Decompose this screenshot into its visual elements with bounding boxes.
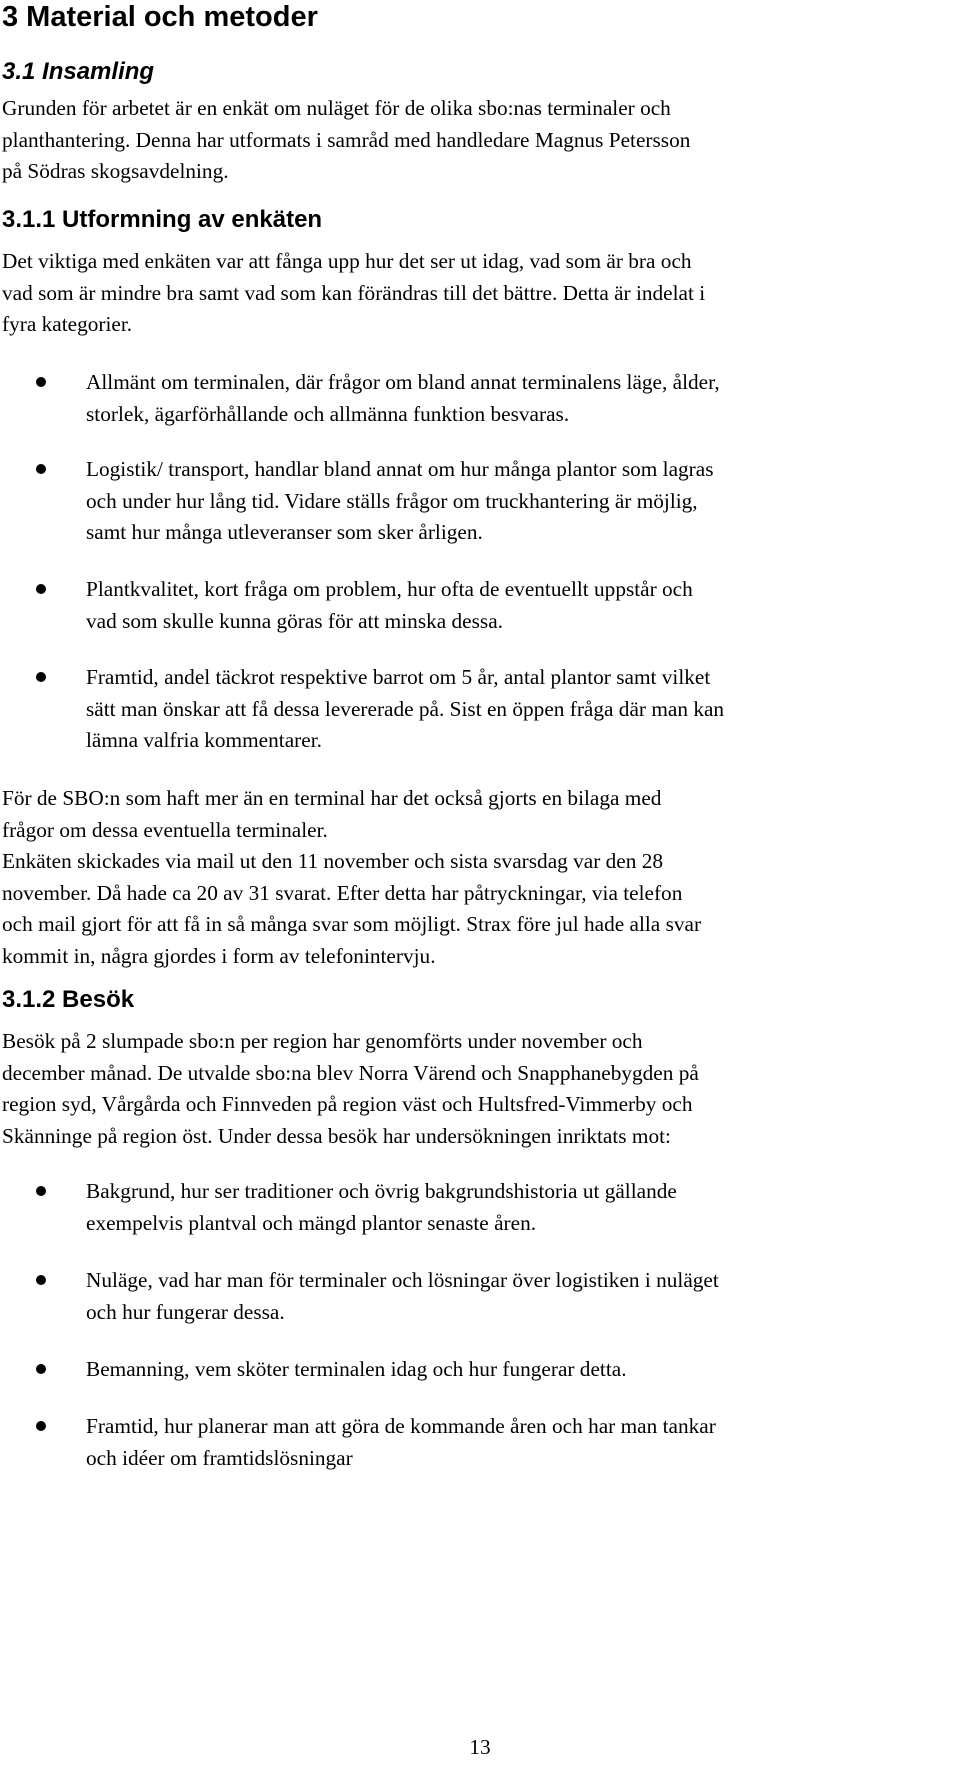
bullet-icon xyxy=(36,584,46,594)
section-heading-3-1: 3.1 Insamling xyxy=(2,58,155,85)
text-line: Grunden för arbetet är en enkät om nuläget för de olika sbo:nas terminaler och xyxy=(2,96,671,120)
text-line: Enkäten skickades via mail ut den 11 november och sista svarsdag var den 28 xyxy=(2,849,664,874)
text-line: på Södras skogsavdelning. xyxy=(2,159,229,184)
text-line: Skänninge på region öst. Under dessa besök har undersökningen inriktats mot: xyxy=(2,1123,671,1148)
section-heading-3-1-1: 3.1.1 Utformning av enkäten xyxy=(2,206,323,233)
paragraph-besok-intro xyxy=(2,1026,954,1152)
bullet-icon xyxy=(36,1275,46,1285)
text-line: sätt man önskar att få dessa levererade på. Sist en öppen fråga där man kan xyxy=(86,696,725,721)
bullet-icon xyxy=(36,672,46,682)
text-line: Framtid, hur planerar man att göra de kommande åren och har man tankar xyxy=(86,1414,716,1438)
text-line: Besök på 2 slumpade sbo:n per region har genomförts under november och xyxy=(2,1029,643,1053)
chapter-heading: 3 Material och metoder xyxy=(2,1,318,33)
text-line: samt hur många utleveranser som sker årligen. xyxy=(86,520,483,545)
text-line: Logistik/ transport, handlar bland annat om hur många plantor som lagras xyxy=(86,457,714,481)
section-heading-3-1-2: 3.1.2 Besök xyxy=(2,986,135,1013)
text-line: och mail gjort för att få in så många svar som möjligt. Strax före jul hade alla svar xyxy=(2,912,702,937)
text-line: planthantering. Denna har utformats i samråd med handledare Magnus Petersson xyxy=(2,127,691,152)
text-line: lämna valfria kommentarer. xyxy=(86,728,322,753)
text-line: fyra kategorier. xyxy=(2,312,133,337)
text-line: kommit in, några gjordes i form av telefonintervju. xyxy=(2,943,436,968)
bullet-icon xyxy=(36,464,46,474)
text-line: december månad. De utvalde sbo:na blev Norra Värend och Snapphanebygden på xyxy=(2,1060,699,1085)
text-line: och under hur lång tid. Vidare ställs frågor om truckhantering är möjlig, xyxy=(86,488,698,513)
bullet-icon xyxy=(36,1421,46,1431)
text-line: exempelvis plantval och mängd plantor senaste åren. xyxy=(86,1210,537,1235)
text-line: storlek, ägarförhållande och allmänna funktion besvaras. xyxy=(86,401,570,426)
text-line: vad som skulle kunna göras för att minska dessa. xyxy=(86,608,503,633)
text-line: För de SBO:n som haft mer än en terminal har det också gjorts en bilaga med xyxy=(2,786,662,810)
text-line: vad som är mindre bra samt vad som kan förändras till det bättre. Detta är indelat i xyxy=(2,280,706,305)
text-line: Allmänt om terminalen, där frågor om bland annat terminalens läge, ålder, xyxy=(86,370,720,394)
text-line: november. Då hade ca 20 av 31 svarat. Efter detta har påtryckningar, via telefon xyxy=(2,880,683,905)
paragraph-utformning-intro xyxy=(2,246,954,341)
text-line: och hur fungerar dessa. xyxy=(86,1299,285,1324)
text-line: region syd, Vårgårda och Finnveden på region väst och Hultsfred-Vimmerby och xyxy=(2,1092,693,1117)
text-line: Plantkvalitet, kort fråga om problem, hur ofta de eventuellt uppstår och xyxy=(86,577,693,601)
bullet-icon xyxy=(36,1186,46,1196)
text-line: frågor om dessa eventuella terminaler. xyxy=(2,817,328,842)
text-line: Bakgrund, hur ser traditioner och övrig bakgrundshistoria ut gällande xyxy=(86,1179,677,1203)
bullet-icon xyxy=(36,377,46,387)
text-line: Nuläge, vad har man för terminaler och lösningar över logistiken i nuläget xyxy=(86,1268,719,1292)
paragraph-utformning-after xyxy=(2,783,954,973)
bullet-icon xyxy=(36,1364,46,1374)
text-line: och idéer om framtidslösningar xyxy=(86,1445,353,1470)
text-line: Bemanning, vem sköter terminalen idag och hur fungerar detta. xyxy=(86,1357,627,1381)
paragraph-insamling xyxy=(2,93,954,188)
text-line: Framtid, andel täckrot respektive barrot om 5 år, antal plantor samt vilket xyxy=(86,665,711,689)
text-line: Det viktiga med enkäten var att fånga upp hur det ser ut idag, vad som är bra och xyxy=(2,249,692,273)
page-number: 13 xyxy=(469,1735,491,1759)
